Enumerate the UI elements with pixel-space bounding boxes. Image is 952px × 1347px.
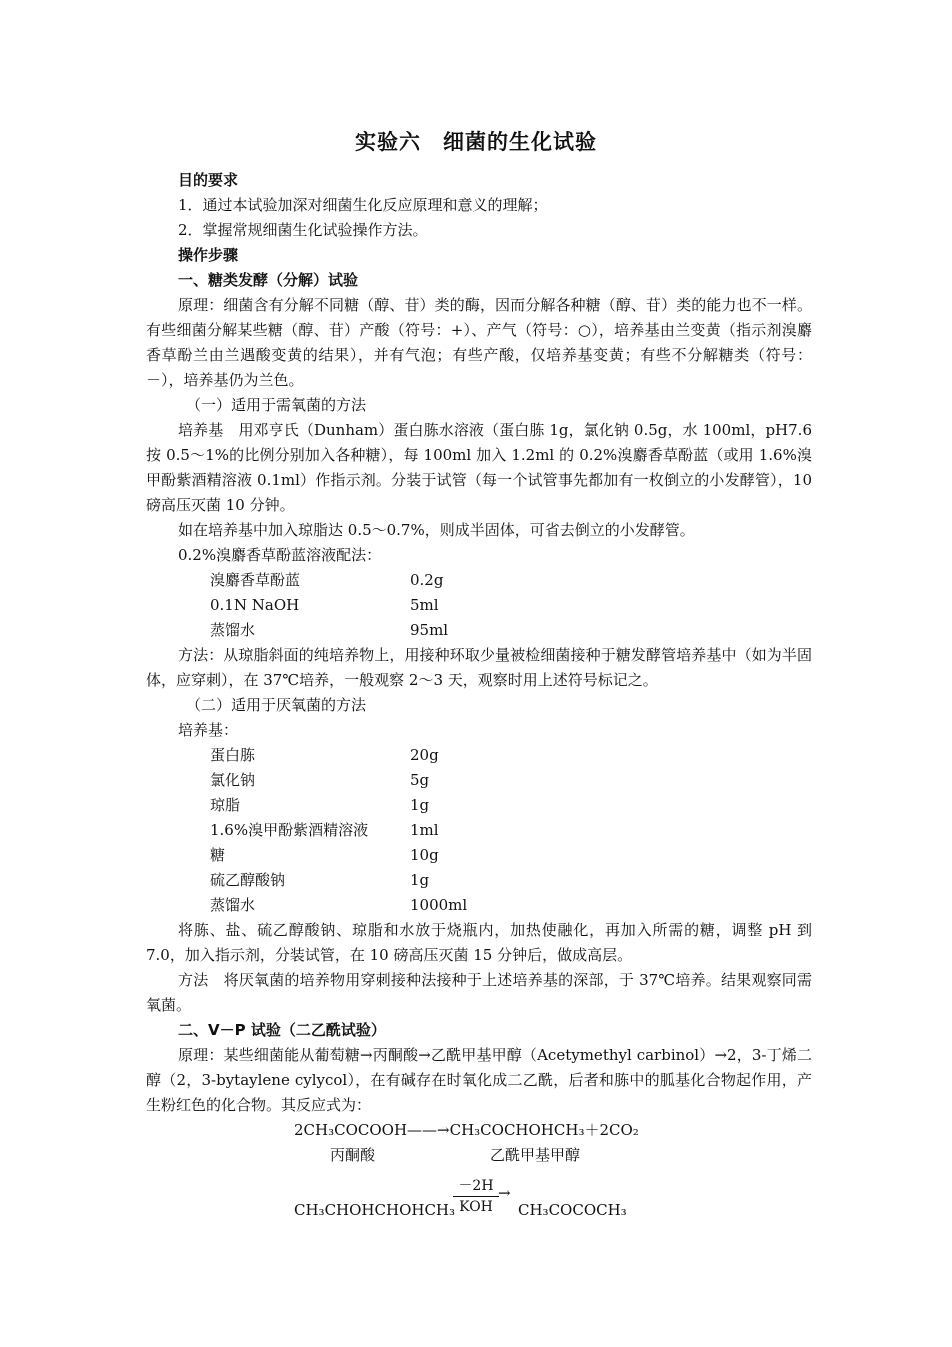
ingredient-amount: 10g — [410, 846, 439, 864]
reaction-arrow: → — [498, 1184, 511, 1202]
section1-medium: 培养基 用邓亨氏（Dunham）蛋白胨水溶液（蛋白胨 1g，氯化钠 0.5g，水 100ml，pH7.6 按 0.5～1%的比例分别加入各种糖），每 100ml 加入 1.2ml 的 0.2%溴麝香草酚蓝（或用 1.6%溴甲酚紫酒精溶液 0.1ml）作指示剂。分装于试管（每一个试管事先都加有一枚倒立的小发酵管），10 磅高压灭菌 10 分钟。 — [146, 421, 812, 514]
section1-method: 方法：从琼脂斜面的纯培养物上，用接种环取少量被检细菌接种于糖发酵管培养基中（如为半固体，应穿刺），在 37℃培养，一般观察 2～3 天，观察时用上述符号标记之。 — [146, 646, 812, 689]
ingredient-amount: 1ml — [410, 821, 439, 839]
section1-recipe-title: 0.2%溴麝香草酚蓝溶液配法： — [178, 546, 382, 564]
document-body — [146, 168, 812, 1232]
ingredient-amount: 5g — [410, 771, 430, 789]
equation-1-labels — [146, 1143, 812, 1168]
ingredient-name: 琼脂 — [210, 796, 241, 814]
recipe-row — [210, 893, 812, 918]
recipe-row — [210, 818, 812, 843]
ingredient-name: 蒸馏水 — [210, 621, 256, 639]
section2-principle: 原理：某些细菌能从葡萄糖→丙酮酸→乙酰甲基甲醇（Acetymethyl carbinol）→2，3-丁烯二醇（2，3-bytaylene cylycol），在有碱存在时氧化成二乙酰，后者和胨中的胍基化合物起作用，产生粉红色的化合物。其反应式为： — [146, 1046, 812, 1114]
recipe-row — [210, 868, 812, 893]
page-title: 实验六 细菌的生化试验 — [355, 130, 597, 154]
equation-1: 2CH₃COCOOH——→CH₃COCHOHCH₃＋2CO₂ — [294, 1121, 639, 1139]
ingredient-name: 1.6%溴甲酚紫酒精溶液 — [210, 821, 369, 839]
recipe-row — [210, 568, 812, 593]
aim-heading: 目的要求 — [178, 171, 239, 189]
section1-prep: 将胨、盐、硫乙醇酸钠、琼脂和水放于烧瓶内，加热使融化，再加入所需的糖，调整 pH 到 7.0，加入指示剂，分装试管，在 10 磅高压灭菌 15 分钟后，做成高层。 — [146, 921, 812, 964]
label-pyruvic-acid: 丙酮酸 — [330, 1146, 376, 1164]
ingredient-name: 蒸馏水 — [210, 896, 256, 914]
recipe-row — [210, 843, 812, 868]
recipe-row — [210, 618, 812, 643]
ingredient-name: 硫乙醇酸钠 — [210, 871, 286, 889]
ingredient-name: 溴麝香草酚蓝 — [210, 571, 301, 589]
condition-top: －2H — [453, 1176, 499, 1197]
equation-2 — [146, 1172, 812, 1232]
condition-bottom: KOH — [459, 1199, 493, 1215]
ingredient-name: 0.1N NaOH — [210, 596, 300, 614]
section1-heading: 一、糖类发酵（分解）试验 — [178, 271, 359, 289]
section1-sub1-heading: （一）适用于需氧菌的方法 — [186, 396, 367, 414]
aim-item-2: 2．掌握常规细菌生化试验操作方法。 — [178, 221, 428, 239]
recipe-table-1 — [146, 568, 812, 643]
ingredient-amount: 1000ml — [410, 896, 468, 914]
ingredient-amount: 5ml — [410, 596, 439, 614]
ingredient-amount: 1g — [410, 796, 430, 814]
label-acetylmethylcarbinol: 乙酰甲基甲醇 — [490, 1146, 581, 1164]
section2-heading: 二、V－P 试验（二乙酰试验） — [178, 1021, 386, 1039]
aim-item-1: 1．通过本试验加深对细菌生化反应原理和意义的理解； — [178, 196, 548, 214]
ingredient-name: 糖 — [210, 846, 226, 864]
recipe-row — [210, 743, 812, 768]
recipe-row — [210, 593, 812, 618]
ingredient-name: 蛋白胨 — [210, 746, 256, 764]
section1-principle: 原理：细菌含有分解不同糖（醇、苷）类的酶，因而分解各种糖（醇、苷）类的能力也不一样。有些细菌分解某些糖（醇、苷）产酸（符号：+）、产气（符号：○），培养基由兰变黄（指示剂溴麝香草酚兰由兰遇酸变黄的结果），并有气泡；有些产酸，仅培养基变黄；有些不分解糖类（符号：－），培养基仍为兰色。 — [146, 296, 812, 389]
ingredient-amount: 95ml — [410, 621, 449, 639]
recipe-row — [210, 768, 812, 793]
section1-medium2-title: 培养基： — [178, 721, 239, 739]
equation-2-conditions — [453, 1176, 499, 1217]
ingredient-amount: 0.2g — [410, 571, 444, 589]
equation-2-reactant: CH₃CHOHCHOHCH₃ — [294, 1201, 456, 1219]
steps-heading: 操作步骤 — [178, 246, 239, 264]
section1-agar-note: 如在培养基中加入琼脂达 0.5～0.7%，则成半固体，可省去倒立的小发酵管。 — [178, 521, 695, 539]
section1-method2: 方法 将厌氧菌的培养物用穿刺接种法接种于上述培养基的深部，于 37℃培养。结果观察同需氧菌。 — [146, 971, 812, 1014]
recipe-row — [210, 793, 812, 818]
section1-sub2-heading: （二）适用于厌氧菌的方法 — [186, 696, 367, 714]
equation-2-product: CH₃COCOCH₃ — [518, 1201, 627, 1219]
recipe-table-2 — [146, 743, 812, 918]
ingredient-name: 氯化钠 — [210, 771, 256, 789]
ingredient-amount: 1g — [410, 871, 430, 889]
ingredient-amount: 20g — [410, 746, 439, 764]
